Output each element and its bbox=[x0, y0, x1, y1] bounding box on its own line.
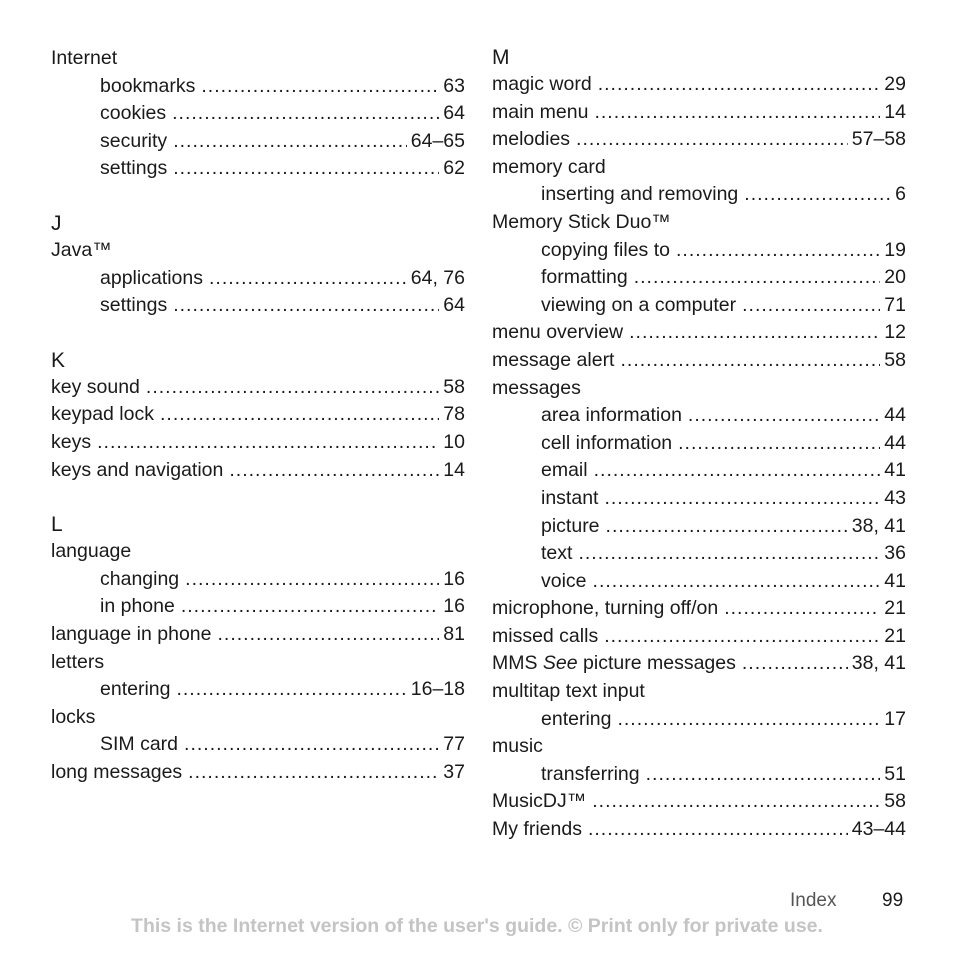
entry-label bbox=[492, 816, 582, 844]
entry-page-number: 63 bbox=[443, 74, 465, 97]
index-column-right bbox=[492, 45, 906, 844]
entry-label bbox=[541, 402, 682, 430]
entry-label bbox=[51, 457, 223, 485]
dot-leader bbox=[594, 457, 881, 485]
index-entry bbox=[492, 209, 906, 237]
entry-page-number: 43–44 bbox=[851, 818, 906, 841]
index-subentry bbox=[492, 457, 906, 485]
entry-label bbox=[100, 593, 175, 621]
dot-leader bbox=[160, 401, 439, 429]
dot-leader bbox=[620, 347, 880, 375]
dot-leader bbox=[146, 374, 439, 402]
entry-label-text: picture bbox=[541, 514, 600, 537]
index-entry bbox=[492, 788, 906, 816]
index-entry bbox=[51, 429, 465, 457]
entry-label-text: area information bbox=[541, 404, 682, 427]
entry-label-text: cell information bbox=[541, 431, 673, 454]
dot-leader bbox=[724, 595, 880, 623]
entry-label-text: changing bbox=[100, 567, 180, 590]
index-subentry bbox=[492, 430, 906, 458]
index-subentry bbox=[492, 513, 906, 541]
dot-leader bbox=[578, 540, 880, 568]
entry-label bbox=[541, 485, 598, 513]
entry-label bbox=[541, 513, 600, 541]
entry-label bbox=[492, 99, 588, 127]
index-entry bbox=[492, 623, 906, 651]
entry-label bbox=[492, 319, 623, 347]
dot-leader bbox=[209, 265, 407, 293]
entry-label-text: email bbox=[541, 459, 588, 482]
index-subentry bbox=[51, 73, 465, 101]
index-entry bbox=[492, 154, 906, 182]
index-subentry bbox=[492, 264, 906, 292]
entry-label bbox=[492, 678, 645, 706]
entry-page-number: 36 bbox=[884, 542, 906, 565]
index-subentry bbox=[51, 292, 465, 320]
entry-page-number: 21 bbox=[884, 624, 906, 647]
entry-label-text: settings bbox=[100, 294, 168, 317]
entry-page-number: 38, 41 bbox=[851, 652, 906, 675]
entry-label bbox=[541, 457, 588, 485]
index-entry bbox=[51, 621, 465, 649]
entry-label-text: copying files to bbox=[541, 238, 670, 261]
entry-page-number: 14 bbox=[443, 458, 465, 481]
entry-label bbox=[51, 374, 140, 402]
dot-leader bbox=[742, 650, 848, 678]
dot-leader bbox=[598, 71, 881, 99]
entry-label-text: locks bbox=[51, 705, 96, 728]
index-entry bbox=[492, 99, 906, 127]
entry-label-text: Internet bbox=[51, 47, 118, 69]
entry-label bbox=[100, 731, 178, 759]
entry-label-text: messages bbox=[492, 376, 581, 399]
entry-label bbox=[541, 237, 670, 265]
index-subentry bbox=[492, 540, 906, 568]
entry-label bbox=[51, 704, 95, 732]
entry-label bbox=[492, 733, 543, 761]
index-subentry bbox=[492, 568, 906, 596]
index-entry bbox=[51, 401, 465, 429]
dot-leader bbox=[173, 292, 439, 320]
dot-leader bbox=[646, 761, 881, 789]
index-subentry bbox=[492, 181, 906, 209]
entry-page-number: 57–58 bbox=[851, 128, 906, 151]
entry-label bbox=[100, 155, 167, 183]
index-subentry bbox=[51, 593, 465, 621]
entry-page-number: 71 bbox=[884, 293, 906, 316]
entry-label-text: Java™ bbox=[51, 238, 112, 261]
index-subentry bbox=[492, 706, 906, 734]
entry-page-number: 44 bbox=[884, 404, 906, 427]
entry-page-number: 51 bbox=[884, 762, 906, 785]
dot-leader bbox=[592, 788, 880, 816]
entry-page-number: 64 bbox=[443, 294, 465, 317]
index-subentry bbox=[51, 265, 465, 293]
index-subentry bbox=[51, 566, 465, 594]
index-entry bbox=[51, 759, 465, 787]
index-entry bbox=[51, 237, 465, 265]
entry-label-text: menu overview bbox=[492, 321, 624, 344]
entry-label bbox=[541, 181, 738, 209]
dot-leader bbox=[676, 237, 880, 265]
index-subentry bbox=[51, 128, 465, 156]
dot-leader bbox=[201, 73, 439, 101]
dot-leader bbox=[742, 292, 880, 320]
see-reference: See bbox=[542, 652, 578, 675]
footer-section-name: Index bbox=[790, 890, 837, 911]
index-subentry bbox=[51, 100, 465, 128]
entry-page-number: 62 bbox=[443, 157, 465, 180]
entry-label-text: entering bbox=[100, 678, 171, 701]
entry-label-text: in phone bbox=[100, 595, 175, 618]
entry-page-number: 16–18 bbox=[410, 678, 465, 701]
entry-label bbox=[100, 676, 170, 704]
entry-page-number: 58 bbox=[443, 375, 465, 398]
entry-label-text: transferring bbox=[541, 762, 640, 785]
dot-leader bbox=[172, 100, 439, 128]
entry-label bbox=[51, 759, 182, 787]
dot-leader bbox=[576, 126, 848, 154]
entry-label-text: main menu bbox=[492, 100, 589, 123]
entry-label bbox=[100, 566, 179, 594]
entry-page-number: 43 bbox=[884, 486, 906, 509]
entry-label bbox=[100, 265, 203, 293]
dot-leader bbox=[229, 457, 439, 485]
dot-leader bbox=[188, 759, 439, 787]
index-subentry bbox=[51, 731, 465, 759]
entry-page-number: 64–65 bbox=[410, 129, 465, 152]
entry-page-number: 20 bbox=[884, 266, 906, 289]
entry-label bbox=[51, 45, 117, 73]
entry-label-text: entering bbox=[541, 707, 612, 730]
footer-page-number: 99 bbox=[882, 890, 904, 911]
entry-label bbox=[541, 292, 736, 320]
dot-leader bbox=[218, 621, 440, 649]
entry-label-text: multitap text input bbox=[492, 680, 645, 703]
entry-label bbox=[492, 154, 606, 182]
entry-label-text: My friends bbox=[492, 818, 582, 841]
entry-label-text: message alert bbox=[492, 348, 615, 371]
dot-leader bbox=[173, 155, 439, 183]
entry-label-text: text bbox=[541, 542, 573, 565]
index-letter-heading: L bbox=[51, 513, 63, 537]
index-entry bbox=[51, 374, 465, 402]
entry-label-text: MMS bbox=[492, 652, 538, 675]
entry-label bbox=[492, 347, 614, 375]
entry-page-number: 81 bbox=[443, 622, 465, 645]
entry-label-text: instant bbox=[541, 486, 599, 509]
entry-label bbox=[51, 538, 131, 566]
entry-label-text: viewing on a computer bbox=[541, 293, 737, 316]
entry-label-text: settings bbox=[100, 157, 168, 180]
dot-leader bbox=[744, 181, 891, 209]
entry-label bbox=[492, 595, 718, 623]
entry-page-number: 19 bbox=[884, 238, 906, 261]
dot-leader bbox=[184, 731, 439, 759]
dot-leader bbox=[634, 264, 881, 292]
entry-label-text: magic word bbox=[492, 73, 592, 95]
entry-page-number: 12 bbox=[884, 321, 906, 344]
entry-label-text: Memory Stick Duo™ bbox=[492, 210, 671, 233]
entry-label bbox=[492, 209, 671, 237]
entry-label bbox=[541, 540, 572, 568]
index-entry bbox=[492, 319, 906, 347]
entry-label-text: keypad lock bbox=[51, 403, 154, 426]
entry-page-number: 64 bbox=[443, 102, 465, 125]
index-subentry bbox=[492, 292, 906, 320]
index-entry bbox=[492, 650, 906, 678]
dot-leader bbox=[176, 676, 406, 704]
entry-label-text: keys bbox=[51, 430, 92, 453]
dot-leader bbox=[588, 816, 848, 844]
entry-page-number: 41 bbox=[884, 569, 906, 592]
entry-page-number: 29 bbox=[884, 73, 906, 95]
entry-label bbox=[541, 430, 672, 458]
entry-label-text: language bbox=[51, 540, 132, 563]
entry-page-number: 78 bbox=[443, 403, 465, 426]
dot-leader bbox=[688, 402, 880, 430]
entry-label-text: music bbox=[492, 735, 543, 758]
entry-label-text: melodies bbox=[492, 128, 571, 151]
entry-page-number: 38, 41 bbox=[851, 514, 906, 537]
entry-page-number: 6 bbox=[895, 183, 906, 206]
entry-label-text: MusicDJ™ bbox=[492, 790, 587, 813]
index-subentry bbox=[51, 155, 465, 183]
index-entry bbox=[51, 457, 465, 485]
entry-label-text: cookies bbox=[100, 102, 167, 125]
dot-leader bbox=[185, 566, 439, 594]
entry-label bbox=[51, 649, 104, 677]
dot-leader bbox=[181, 593, 439, 621]
index-letter-heading: K bbox=[51, 348, 66, 372]
entry-label-text: memory card bbox=[492, 155, 606, 178]
entry-label bbox=[492, 71, 592, 99]
index-entry bbox=[492, 126, 906, 154]
entry-label-text: key sound bbox=[51, 375, 140, 398]
entry-page-number: 14 bbox=[884, 100, 906, 123]
entry-label bbox=[51, 429, 91, 457]
index-entry bbox=[51, 45, 465, 73]
index-entry bbox=[492, 816, 906, 844]
entry-page-number: 58 bbox=[884, 790, 906, 813]
index-subentry bbox=[492, 237, 906, 265]
entry-label bbox=[51, 401, 154, 429]
entry-page-number: 37 bbox=[443, 760, 465, 783]
entry-label-text: long messages bbox=[51, 760, 183, 783]
entry-label bbox=[541, 706, 611, 734]
entry-label bbox=[492, 126, 570, 154]
entry-label-text: inserting and removing bbox=[541, 183, 739, 206]
footer-disclaimer: This is the Internet version of the user's guide. © Print only for private use. bbox=[131, 915, 823, 937]
entry-page-number: 21 bbox=[884, 597, 906, 620]
entry-page-number: 16 bbox=[443, 595, 465, 618]
index-entry bbox=[51, 704, 465, 732]
entry-page-number: 10 bbox=[443, 430, 465, 453]
entry-label-text: language in phone bbox=[51, 622, 212, 645]
entry-page-number: 16 bbox=[443, 567, 465, 590]
dot-leader bbox=[606, 513, 848, 541]
entry-page-number: 58 bbox=[884, 348, 906, 371]
index-entry bbox=[492, 71, 906, 99]
entry-page-number: 77 bbox=[443, 733, 465, 756]
entry-label bbox=[100, 100, 166, 128]
entry-page-number: 41 bbox=[884, 459, 906, 482]
entry-label bbox=[51, 237, 112, 265]
entry-label bbox=[492, 788, 586, 816]
dot-leader bbox=[629, 319, 880, 347]
entry-page-number: 64, 76 bbox=[410, 266, 465, 289]
index-letter-heading: J bbox=[51, 211, 62, 235]
entry-label-text: keys and navigation bbox=[51, 458, 224, 481]
see-target: picture messages bbox=[583, 652, 736, 675]
entry-label-text: microphone, turning off/on bbox=[492, 597, 719, 620]
entry-label-text: voice bbox=[541, 569, 587, 592]
index-entry bbox=[51, 649, 465, 677]
entry-label bbox=[492, 623, 598, 651]
index-subentry bbox=[492, 402, 906, 430]
dot-leader bbox=[604, 485, 880, 513]
dot-leader bbox=[604, 623, 880, 651]
entry-page-number: 17 bbox=[884, 707, 906, 730]
entry-label-text: applications bbox=[100, 266, 203, 289]
index-column-left bbox=[51, 45, 465, 786]
entry-label bbox=[100, 73, 195, 101]
entry-label bbox=[100, 292, 167, 320]
entry-label bbox=[541, 761, 640, 789]
dot-leader bbox=[617, 706, 880, 734]
dot-leader bbox=[678, 430, 880, 458]
index-subentry bbox=[51, 676, 465, 704]
entry-label bbox=[492, 375, 581, 403]
index-entry bbox=[492, 595, 906, 623]
index-entry bbox=[492, 347, 906, 375]
entry-label-text: security bbox=[100, 129, 168, 152]
entry-label-text: missed calls bbox=[492, 624, 599, 647]
entry-label-text: bookmarks bbox=[100, 74, 196, 97]
entry-label bbox=[541, 264, 628, 292]
dot-leader bbox=[173, 128, 407, 156]
entry-label-text: letters bbox=[51, 650, 105, 673]
entry-label bbox=[492, 650, 736, 678]
entry-label bbox=[541, 568, 587, 596]
index-subentry bbox=[492, 485, 906, 513]
index-entry bbox=[492, 375, 906, 403]
index-entry bbox=[492, 733, 906, 761]
dot-leader bbox=[594, 99, 880, 127]
dot-leader bbox=[97, 429, 439, 457]
entry-label bbox=[100, 128, 167, 156]
index-entry bbox=[492, 678, 906, 706]
entry-page-number: 44 bbox=[884, 431, 906, 454]
index-subentry bbox=[492, 761, 906, 789]
entry-label-text: formatting bbox=[541, 266, 628, 289]
dot-leader bbox=[593, 568, 881, 596]
index-entry bbox=[51, 538, 465, 566]
index-letter-heading: M bbox=[492, 46, 510, 69]
entry-label-text: SIM card bbox=[100, 733, 179, 756]
entry-label bbox=[51, 621, 212, 649]
